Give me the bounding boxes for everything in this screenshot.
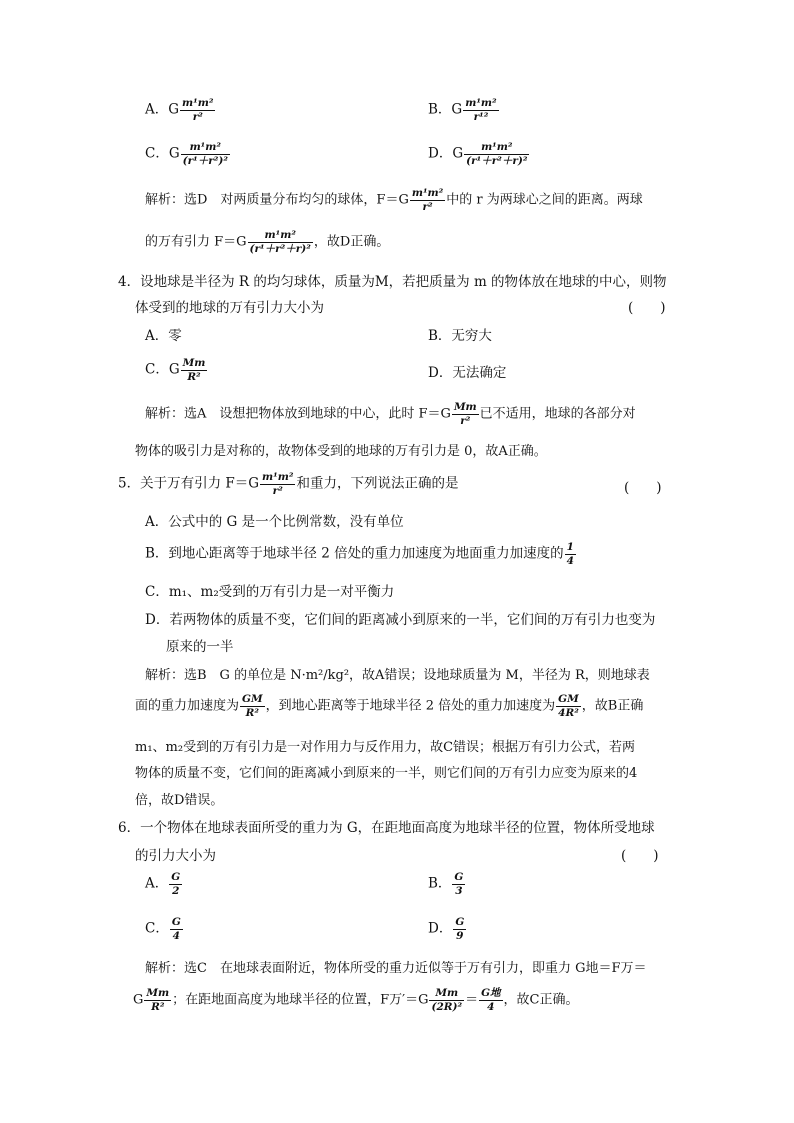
fraction: $\frac{\text{G地}}{4}$	[481, 987, 501, 1013]
q4-option-c: C．G $\frac{Mm}{\text{R²}}$	[145, 357, 206, 383]
q5-stem: 5．关于万有引力 F＝G $\frac{\text{m¹m²}}{\text{r²}}$ 和重力，下列说法正确的是	[118, 471, 459, 497]
option-label: D．G	[428, 145, 464, 162]
fraction: $\frac{\text{m¹m²}}{\text{r¹²}}$	[465, 97, 497, 123]
q4-answer-paren: ( )	[628, 300, 666, 316]
option-label: A．G	[145, 101, 180, 118]
q3-option-d	[428, 142, 530, 166]
fraction: $\frac{GM}{\text{4R²}}$	[558, 693, 579, 719]
fraction: $\frac{\text{m¹m²}}{\text{(r¹＋r²＋r)²}}$	[466, 141, 528, 167]
q5-option-b: B．到地心距离等于地球半径 2 倍处的重力加速度为地面重力加速度的 $\frac{1}{4}$	[145, 541, 574, 567]
q4-option-a: A．零	[145, 328, 182, 344]
fraction: $\frac{G}{2}$	[171, 871, 181, 897]
q5-option-d-line-2: 原来的一半	[166, 639, 234, 655]
fraction: $\frac{Mm}{\text{r²}}$	[453, 401, 477, 427]
q6-solution-line-1: 解析：选C 在地球表面附近，物体所受的重力近似等于万有引力，即重力 G地＝F万＝	[145, 961, 647, 976]
q5-option-d-line-1: D．若两物体的质量不变，它们间的距离减小到原来的一半，它们间的万有引力也变为	[145, 612, 656, 628]
option-label: B．G	[428, 101, 463, 118]
q5-solution-line-4: 物体的质量不变，它们间的距离减小到原来的一半，则它们间的万有引力应变为原来的4	[135, 766, 638, 781]
q3-option-b	[428, 98, 500, 122]
fraction: $\frac{GM}{\text{R²}}$	[242, 693, 263, 719]
q4-solution-line-1: 解析：选A 设想把物体放到地球的中心，此时 F＝G $\frac{Mm}{\text{r²}}$ 已不适用，地球的各部分对	[145, 401, 636, 427]
q6-option-c: C． $\frac{G}{4}$	[145, 916, 181, 942]
q6-option-a: A． $\frac{G}{2}$	[145, 871, 181, 897]
q6-stem-line-1: 6．一个物体在地球表面所受的重力为 G，在距地面高度为地球半径的位置，物体所受地球	[118, 820, 655, 836]
fraction: $\frac{\text{m¹m²}}{\text{r²}}$	[182, 97, 214, 123]
fraction: $\frac{\text{m¹m²}}{\text{r²}}$	[262, 471, 294, 497]
q4-stem-line-1: 4．设地球是半径为 R 的均匀球体，质量为M，若把质量为 m 的物体放在地球的中心，则物	[118, 274, 667, 290]
q5-solution-line-1: 解析：选B G 的单位是 N·m²/kg²，故A错误；设地球质量为 M，半径为 R，则地球表	[145, 668, 650, 683]
q6-answer-paren: ( )	[621, 848, 659, 864]
q6-option-b: B． $\frac{G}{3}$	[428, 871, 464, 897]
q3-solution-line-2: 的万有引力 F＝G $\frac{\text{m¹m²}}{\text{(r¹＋r²＋r)²}}$ ，故D正确。	[145, 229, 390, 255]
fraction: $\frac{\text{m¹m²}}{\text{r²}}$	[411, 187, 444, 213]
q3-solution-line-1: 解析：选D 对两质量分布均匀的球体，F＝G $\frac{\text{m¹m²}}{\text{r²}}$ 中的 r 为两球心之间的距离。两球	[145, 187, 643, 213]
fraction: $\frac{Mm}{\text{R²}}$	[182, 357, 206, 383]
fraction: $\frac{\text{m¹m²}}{\text{(r¹＋r²)²}}$	[182, 141, 228, 167]
q5-option-c: C．m₁、m₂受到的万有引力是一对平衡力	[145, 584, 395, 600]
q5-answer-paren: ( )	[624, 480, 662, 496]
option-label: C．G	[145, 145, 180, 162]
q5-solution-line-5: 倍，故D错误。	[135, 793, 224, 808]
q6-stem-line-2: 的引力大小为	[135, 848, 216, 864]
q4-option-d: D．无法确定	[428, 365, 507, 381]
q3-option-a	[145, 98, 216, 122]
q4-solution-line-2: 物体的吸引力是对称的，故物体受到的地球的万有引力是 0，故A正确。	[135, 444, 547, 459]
q4-stem-line-2: 体受到的地球的万有引力大小为	[135, 300, 324, 316]
fraction: $\frac{\text{m¹m²}}{\text{(r¹＋r²＋r)²}}$	[249, 229, 311, 255]
fraction: $\frac{G}{3}$	[454, 871, 464, 897]
q3-option-c	[145, 142, 231, 166]
fraction: $\frac{Mm}{\text{R²}}$	[146, 987, 170, 1013]
fraction: $\frac{1}{4}$	[566, 541, 574, 567]
q6-solution-line-2: G $\frac{Mm}{\text{R²}}$ ；在距地面高度为地球半径的位置，F万′＝G $\frac{Mm}{\text{(2R)²}}$ ＝ $\frac{\text{G地}}{4}$ ，故C正确。	[133, 987, 579, 1013]
q5-solution-line-2: 面的重力加速度为 $\frac{GM}{\text{R²}}$ ，到地心距离等于地球半径 2 倍处的重力加速度为 $\frac{GM}{\text{4R²}}$ ，故B正确	[135, 693, 644, 719]
q4-option-b: B．无穷大	[428, 328, 492, 344]
q6-option-d: D． $\frac{G}{9}$	[428, 916, 465, 942]
q5-option-a: A．公式中的 G 是一个比例常数，没有单位	[145, 514, 404, 530]
fraction: $\frac{Mm}{\text{(2R)²}}$	[431, 987, 463, 1013]
fraction: $\frac{G}{9}$	[455, 916, 465, 942]
fraction: $\frac{G}{4}$	[171, 916, 181, 942]
q5-solution-line-3: m₁、m₂受到的万有引力是一对作用力与反作用力，故C错误；根据万有引力公式，若两	[135, 740, 636, 755]
